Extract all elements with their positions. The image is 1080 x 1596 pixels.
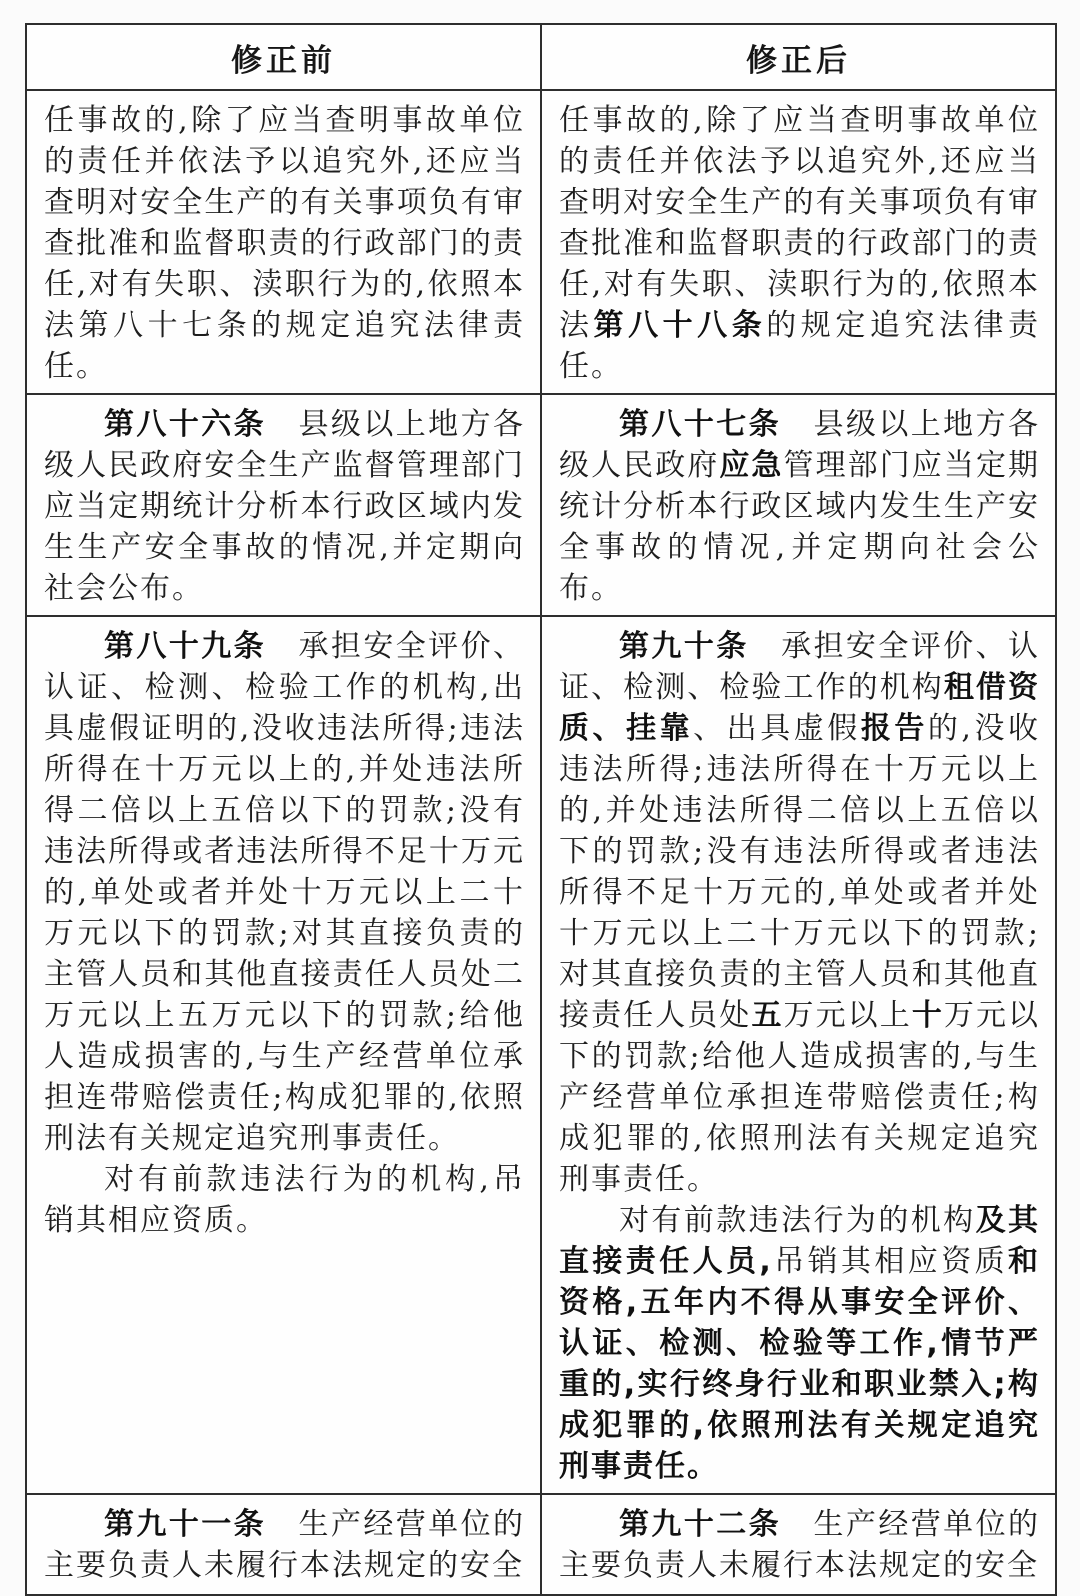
paragraph (559, 100, 1040, 387)
body-text: 万元以上 (783, 998, 912, 1033)
paragraph (44, 404, 525, 609)
body-text: 县级以上地方各级人民政府 (559, 407, 1041, 483)
law-comparison-table (25, 23, 1057, 1596)
cell-after (541, 90, 1056, 394)
amended-text: 第八十八条 (593, 308, 767, 343)
paragraph (559, 404, 1040, 609)
cell-before (26, 90, 541, 394)
paragraph (559, 1200, 1040, 1487)
body-text: 吊销其相应资质 (772, 1244, 1008, 1279)
column-header-after: 修正后 (541, 24, 1056, 90)
paragraph (559, 1504, 1040, 1586)
body-text: 对有前款违法行为的机构,吊销其相应资质。 (44, 1162, 525, 1238)
paragraph (44, 1504, 525, 1586)
amended-text: 应急 (719, 448, 784, 483)
amended-text: 第八十六条 (104, 407, 267, 442)
paragraph (44, 626, 525, 1159)
paragraph (44, 1159, 525, 1241)
cell-before (26, 616, 541, 1494)
table-row (26, 90, 1056, 394)
cell-after (541, 616, 1056, 1494)
cell-before (26, 1494, 541, 1595)
amended-text: 和资格,五年内不得从事安全评价、认证、检测、检验等工作,情节严重的,实行终身行业和职业禁入;构成犯罪的,依照刑法有关规定追究刑事责任。 (559, 1244, 1040, 1484)
body-text: 的,没收违法所得;违法所得在十万元以上的,并处违法所得二倍以上五倍以下的罚款;没有违法所得或者违法所得不足十万元的,单处或者并处十万元以上二十万元以下的罚款;对其直接负责的主管人员和其他直接责任人员处 (559, 711, 1041, 1033)
comparison-table-body (26, 90, 1056, 1595)
amended-text: 五 (751, 998, 784, 1033)
amended-text: 第八十九条 (104, 629, 267, 664)
body-text: 管理部门应当定期统计分析本行政区域内发生生产安全事故的情况,并定期向社会公布。 (559, 448, 1041, 606)
table-row (26, 1494, 1056, 1595)
column-header-before: 修正前 (26, 24, 541, 90)
body-text: 承担安全评价、认证、检测、检验工作的机构 (559, 629, 1041, 705)
body-text: 承担安全评价、认证、检测、检验工作的机构,出具虚假证明的,没收违法所得;违法所得在十万元以上的,并处违法所得二倍以上五倍以下的罚款;没有违法所得或者违法所得不足十万元的,单处或者并处十万元以上二十万元以下的罚款;对其直接负责的主管人员和其他直接责任人员处二万元以上五万元以下的罚款;给他人造成损害的,与生产经营单位承担连带赔偿责任;构成犯罪的,依照刑法有关规定追究刑事责任。 (44, 629, 526, 1156)
cell-before (26, 394, 541, 616)
body-text: 的规定追究法律责任。 (559, 308, 1041, 384)
amended-text: 第九十一条 (104, 1507, 267, 1542)
body-text: 县级以上地方各级人民政府安全生产监督管理部门应当定期统计分析本行政区域内发生生产安全事故的情况,并定期向社会公布。 (44, 407, 526, 606)
cell-after (541, 394, 1056, 616)
body-text: 生产经营单位的主要负责人未履行本法规定的安全 (559, 1507, 1041, 1583)
amended-text: 十 (911, 998, 944, 1033)
table-row (26, 394, 1056, 616)
amended-text: 第八十七条 (619, 407, 782, 442)
body-text: 对有前款违法行为的机构 (619, 1203, 976, 1238)
paragraph (44, 100, 525, 387)
body-text: 、出具虚假 (693, 711, 861, 746)
amended-text: 租借资质、挂靠 (559, 670, 1041, 746)
body-text: 任事故的,除了应当查明事故单位的责任并依法予以追究外,还应当查明对安全生产的有关事项负有审查批准和监督职责的行政部门的责任,对有失职、渎职行为的,依照本法 (559, 103, 1040, 343)
paragraph (559, 626, 1040, 1200)
body-text: 万元以下的罚款;给他人造成损害的,与生产经营单位承担连带赔偿责任;构成犯罪的,依照刑法有关规定追究刑事责任。 (559, 998, 1041, 1197)
table-row (26, 616, 1056, 1494)
body-text: 任事故的,除了应当查明事故单位的责任并依法予以追究外,还应当查明对安全生产的有关事项负有审查批准和监督职责的行政部门的责任,对有失职、渎职行为的,依照本法第八十七条的规定追究法律责任。 (44, 103, 525, 384)
body-text: 生产经营单位的主要负责人未履行本法规定的安全 (44, 1507, 526, 1583)
amended-text: 第九十二条 (619, 1507, 782, 1542)
table-header-row (26, 24, 1056, 90)
amended-text: 及其直接责任人员, (559, 1203, 1041, 1279)
cell-after (541, 1494, 1056, 1595)
amended-text: 报告 (860, 711, 928, 746)
amended-text: 第九十条 (619, 629, 749, 664)
